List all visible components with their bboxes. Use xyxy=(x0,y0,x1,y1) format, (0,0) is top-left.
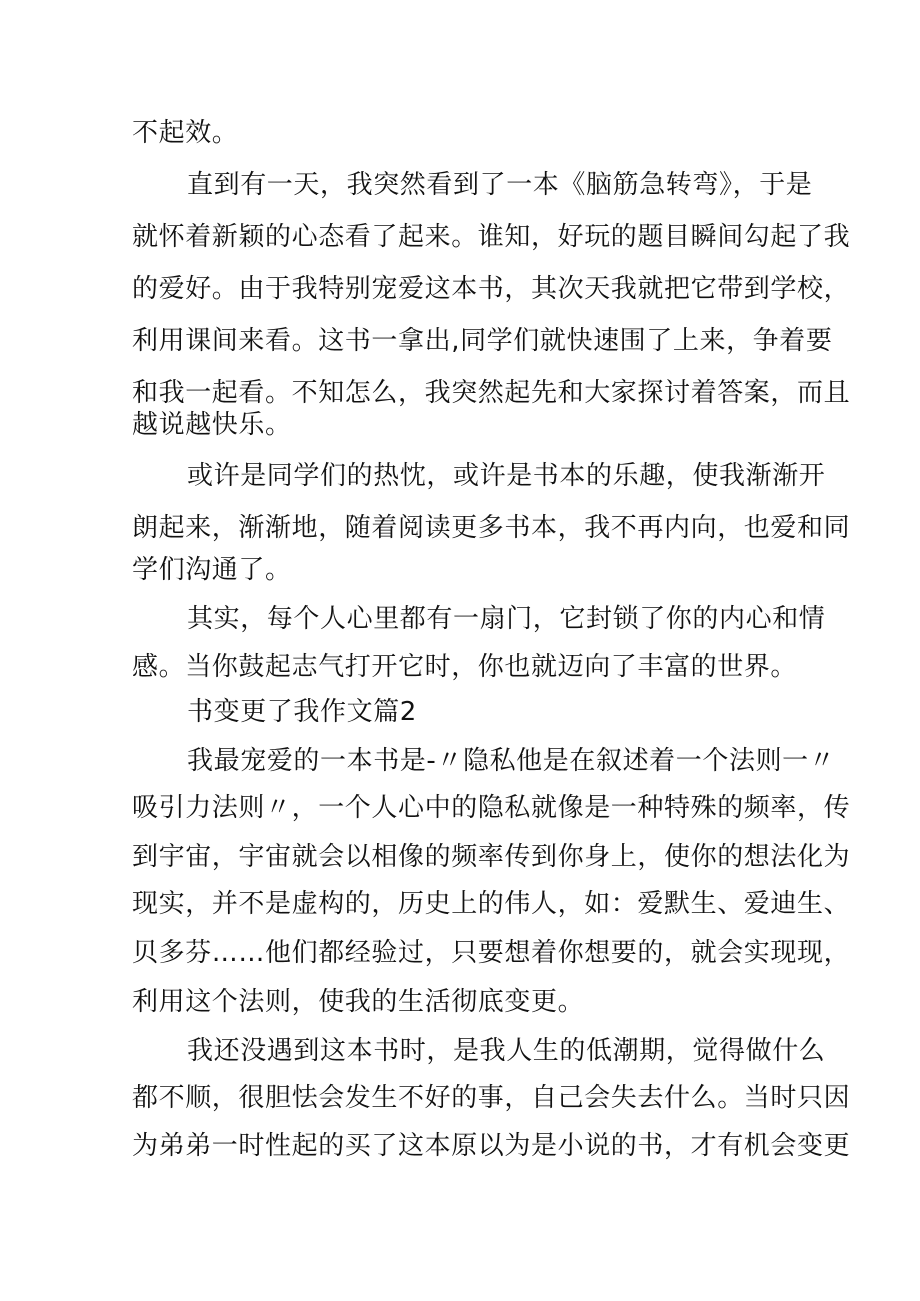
text-line-10: 学们沟通了。 xyxy=(132,555,292,585)
text-line-6: 和我一起看。不知怎么，我突然起先和大家探讨着答案，而且 xyxy=(132,378,851,408)
text-line-12: 感。当你鼓起志气打开它时，你也就迈向了丰富的世界。 xyxy=(132,652,798,682)
text-line-21: 都不顺，很胆怯会发生不好的事，自己会失去什么。当时只因 xyxy=(132,1083,851,1113)
text-line-5: 利用课间来看。这书一拿出,同学们就快速围了上来，争着要 xyxy=(132,326,833,356)
text-line-3: 就怀着新颖的心态看了起来。谁知，好玩的题目瞬间勾起了我 xyxy=(132,222,851,252)
text-line-9: 朗起来，渐渐地，随着阅读更多书本，我不再内向，也爱和同 xyxy=(132,513,851,543)
text-line-14: 我最宠爱的一本书是-〃隐私他是在叙述着一个法则一〃 xyxy=(187,746,836,776)
text-line-18: 贝多芬……他们都经验过，只要想着你想要的，就会实现现， xyxy=(132,938,851,968)
text-line-20: 我还没遇到这本书时，是我人生的低潮期，觉得做什么 xyxy=(187,1036,826,1066)
text-line-17: 现实，并不是虚构的，历史上的伟人，如：爱默生、爱迪生、 xyxy=(132,889,851,919)
text-line-22: 为弟弟一时性起的买了这本原以为是小说的书，才有机会变更 xyxy=(132,1131,851,1161)
text-line-11: 其实，每个人心里都有一扇门，它封锁了你的内心和情 xyxy=(187,604,826,634)
section-heading: 书变更了我作文篇2 xyxy=(187,697,417,727)
text-line-7: 越说越快乐。 xyxy=(132,410,292,440)
text-line-1: 不起效。 xyxy=(132,118,239,148)
text-line-16: 到宇宙，宇宙就会以相像的频率传到你身上，使你的想法化为 xyxy=(132,842,851,872)
text-line-2: 直到有一天，我突然看到了一本《脑筋急转弯》，于是 xyxy=(187,170,813,200)
text-line-8: 或许是同学们的热忱，或许是书本的乐趣，使我渐渐开 xyxy=(187,461,826,491)
text-line-4: 的爱好。由于我特别宠爱这本书，其次天我就把它带到学校， xyxy=(132,274,851,304)
text-line-19: 利用这个法则，使我的生活彻底变更。 xyxy=(132,987,585,1017)
text-line-15: 吸引力法则〃，一个人心中的隐私就像是一种特殊的频率，传 xyxy=(132,793,851,823)
